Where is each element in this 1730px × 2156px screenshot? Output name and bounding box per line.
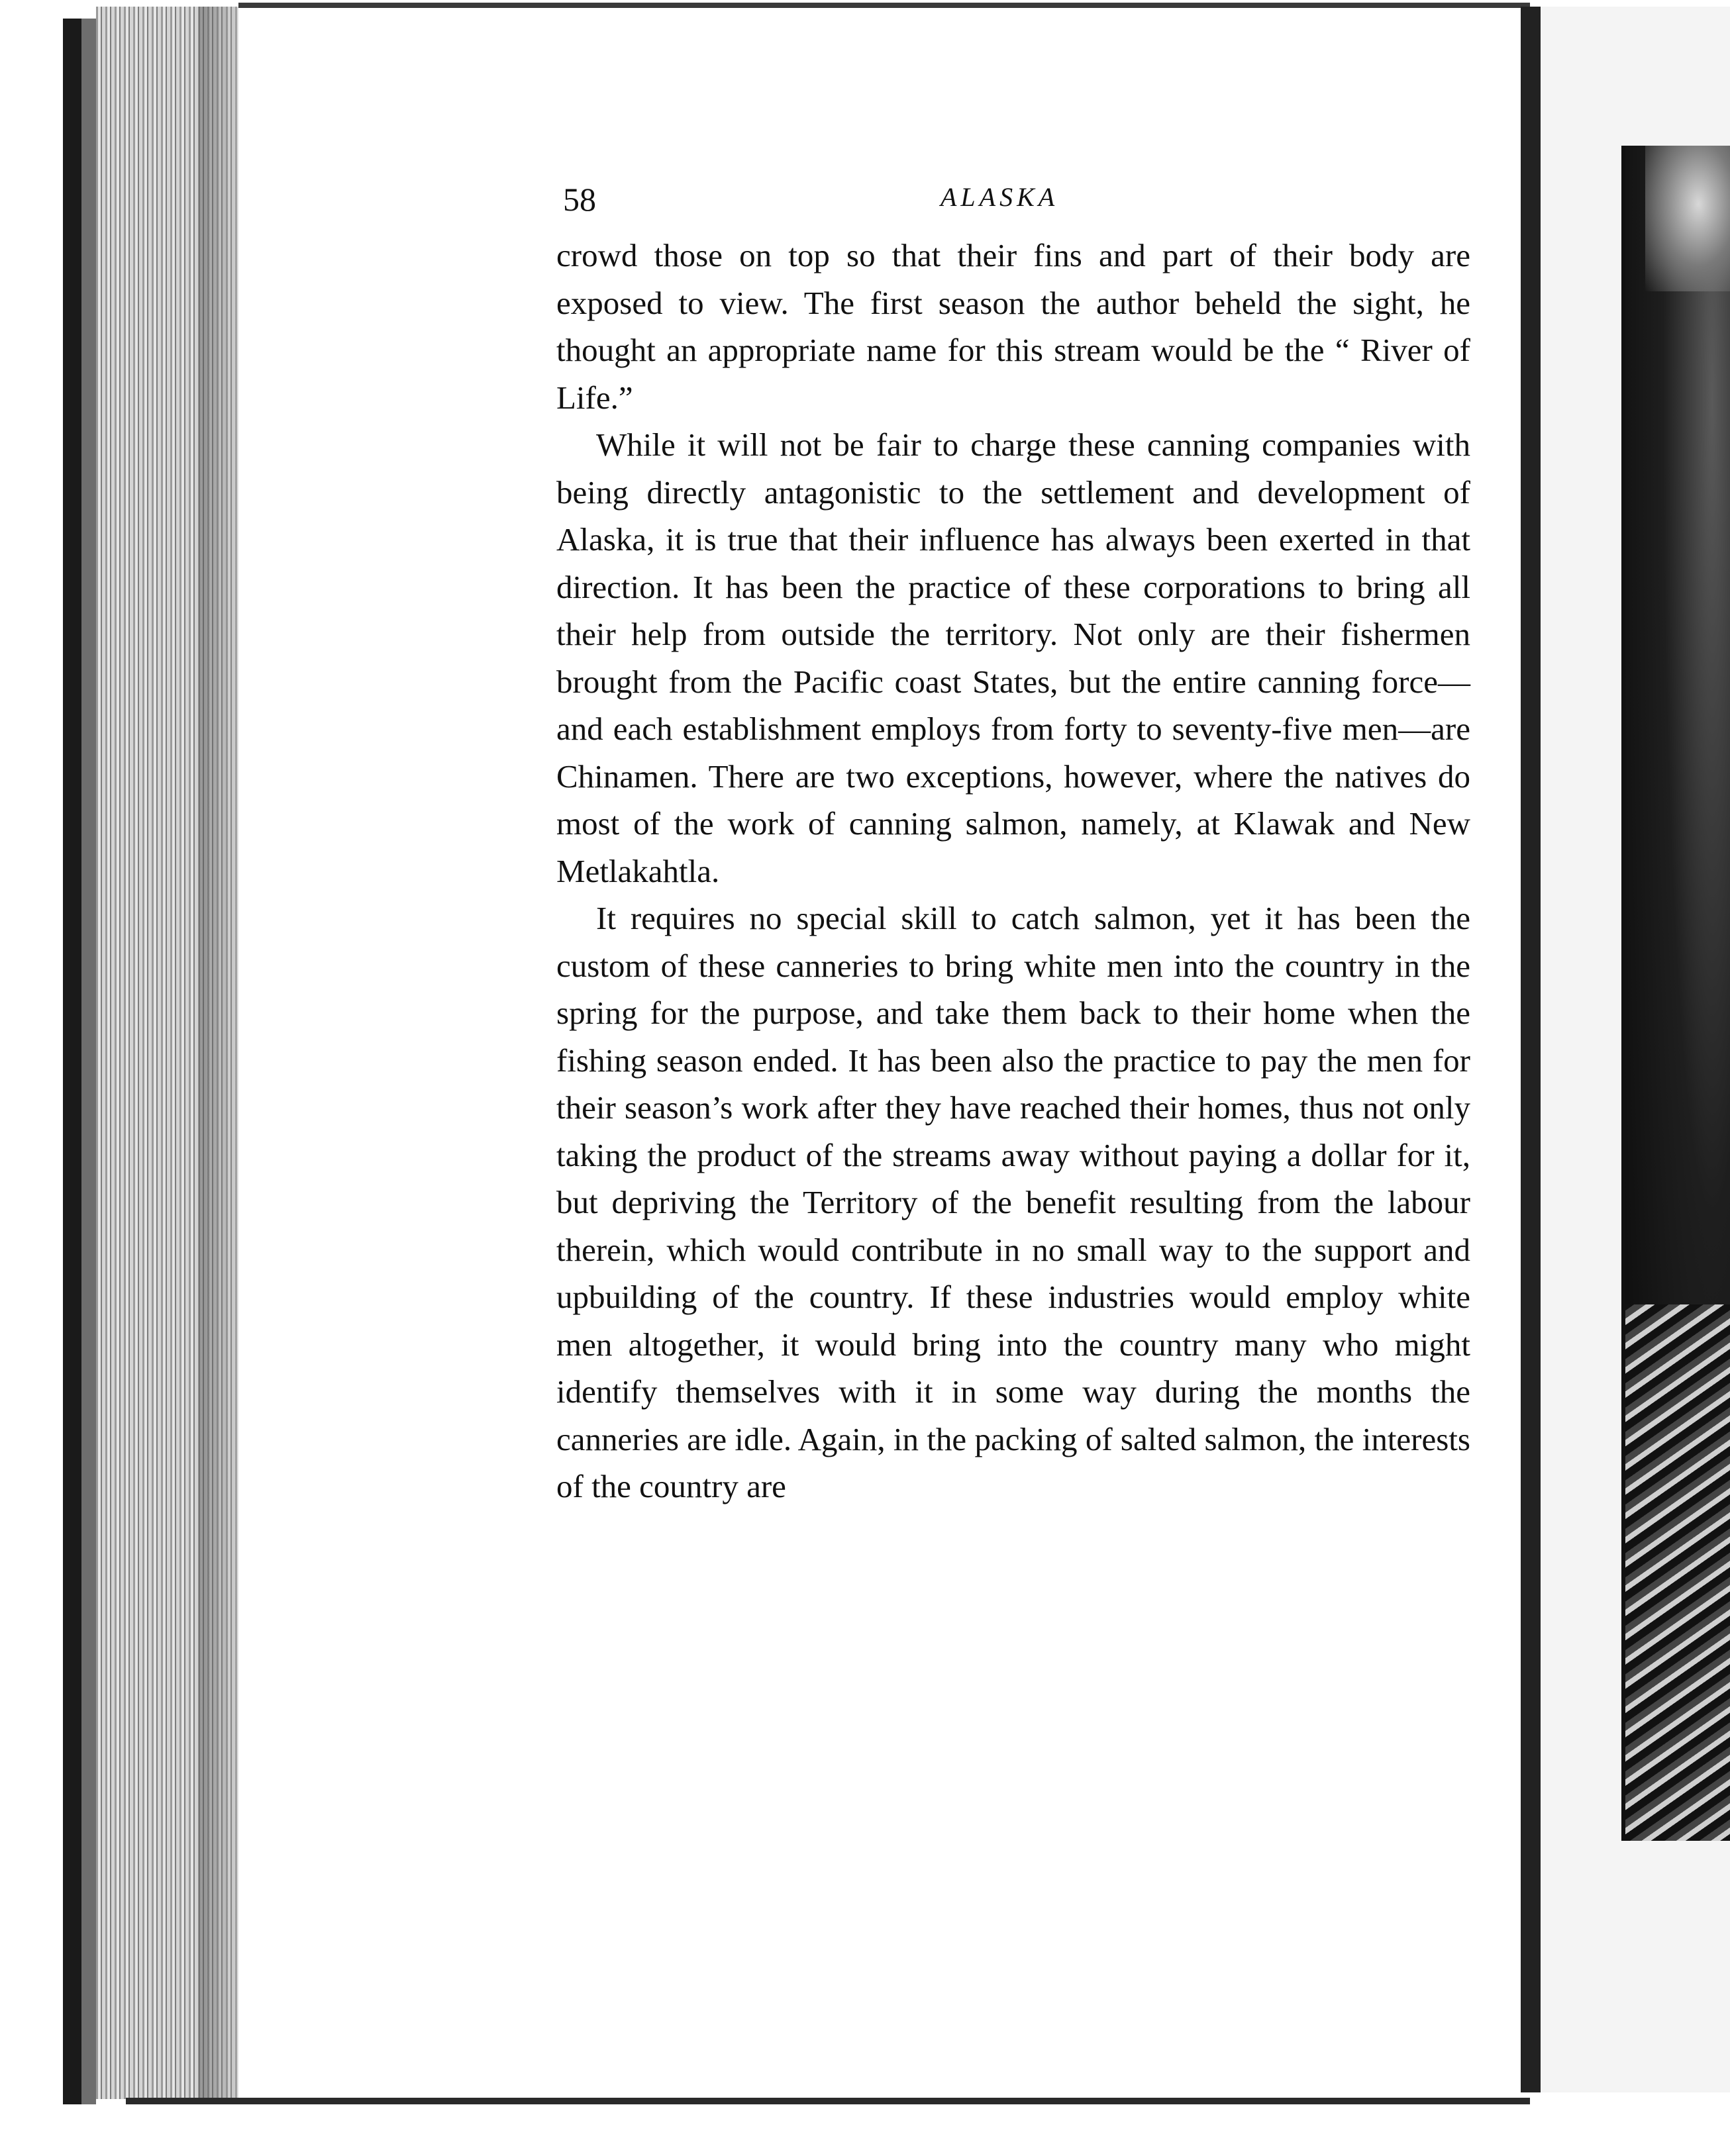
page-number: 58	[563, 181, 596, 218]
book-top-edge	[238, 3, 1530, 8]
book-page	[556, 166, 1470, 1510]
book-cover-edge	[63, 19, 81, 2104]
photo-plate	[1621, 146, 1730, 1841]
facing-page-gutter	[1521, 7, 1541, 2092]
book-spine-shadow	[81, 19, 96, 2104]
running-title: ALASKA	[941, 182, 1059, 212]
photo-plate-highlight	[1645, 146, 1730, 291]
paragraph-1: crowd those on top so that their fins and part of their body are exposed to view. The first season the author beheld the sight, he thought an appropriate name for this stream would be the “ River of Life.”	[556, 237, 1470, 416]
paragraph-2: While it will not be fair to charge these canning companies with being directly antagonistic to the settlement and development of Alaska, it is true that their influence has always been exerted in that direction. It has been the practice of these corporations to bring all their help from outside the territory. Not only are their fishermen brought from the Pacific coast States, but the entire canning force—and each establishment employs from forty to seventy-five men—are Chinamen. There are two exceptions, however, where the natives do most of the work of canning salmon, namely, at Klawak and New Metlakahtla.	[556, 426, 1470, 889]
page-gutter-shadow	[199, 7, 238, 2099]
paragraph-3: It requires no special skill to catch salmon, yet it has been the custom of these canneries to bring white men into the country in the spring for the purpose, and take them back to their home when the fishing season ended. It has been also the practice to pay the men for their season’s work after they have reached their homes, thus not only taking the product of the streams away without paying a dollar for it, but depriving the Territory of the benefit resulting from the labour therein, which would contribute in no small way to the support and upbuilding of the country. If these industries would employ white men altogether, it would bring into the country many who might identify themselves with it in some way during the months the canneries are idle. Again, in the packing of salted salmon, the interests of the country are	[556, 900, 1470, 1504]
running-head	[556, 166, 1470, 232]
photo-plate-foliage	[1625, 1304, 1730, 1841]
book-bottom-edge	[126, 2098, 1530, 2104]
